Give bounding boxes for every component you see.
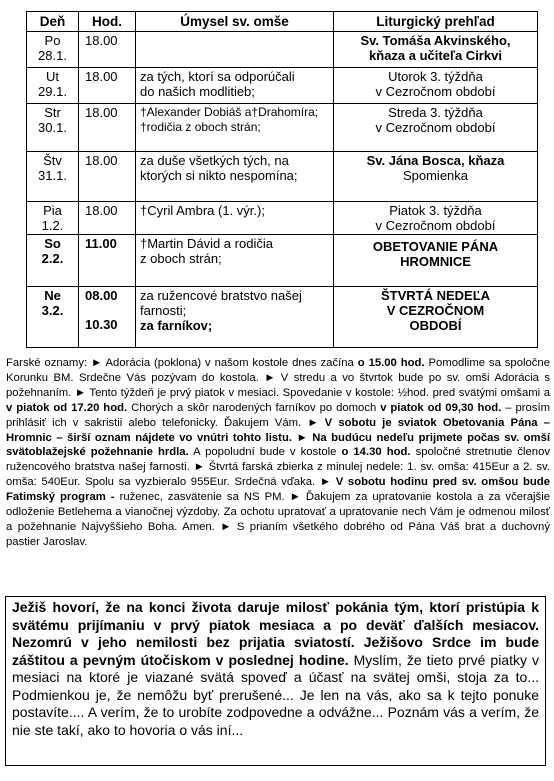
intention-line: †Alexander Dobiáš a†Drahomíra; — [140, 105, 319, 119]
hour-cell — [79, 32, 136, 68]
intention-line: farnosti; — [140, 303, 187, 318]
hour-cell — [79, 287, 136, 348]
announcement-bold-text: v piatok od 09,30 hod. — [380, 401, 502, 414]
day-cell — [27, 68, 79, 104]
hour-cell — [79, 202, 136, 235]
day-date: 2.2. — [41, 251, 64, 266]
hour-cell — [79, 235, 136, 287]
intention-line: †rodičia z oboch strán; — [140, 120, 261, 134]
liturgy-line: Sv. Jána Bosca, kňaza — [366, 153, 505, 168]
day-cell — [27, 235, 79, 287]
day-name: Str — [44, 105, 61, 120]
announcement-text: Pomodlime sa spoločne Korunku BM. Srdečne Vás pozývam do kostola. ► V stredu a vo štvrtok bude po sv. omši Adorácia s požehnaním. ► Tento týždeň je prvý piatok v mesiaci. Spovedanie v kostole: ½hod. pred svätými omšami a — [6, 357, 550, 399]
table-row — [27, 202, 538, 235]
liturgy-line: V CEZROČNOM — [386, 303, 485, 318]
mass-time: 18.00 — [85, 153, 118, 168]
table-row — [27, 68, 538, 104]
intention-cell — [136, 235, 334, 287]
liturgy-cell — [334, 152, 538, 202]
mass-time: 18.00 — [85, 105, 118, 120]
liturgy-line: Piatok 3. týždňa — [389, 203, 482, 218]
hour-cell — [79, 104, 136, 152]
callout-lead-text: Ježiš hovorí, že na konci života daruje milosť pokánia tým, ktorí pristúpia k svätému prijímaniu v prvý piatok mesiaca a po deväť ďalších mesiacov. Nezomrú v jeho nemilosti bez prijatia sviatostí. Ježišovo Srdce im bude záštitou a pevným útočiskom v poslednej hodine. — [12, 599, 539, 668]
announcement-bold-text: V sobotu hodinu pred sv. omšou bude Fatimský program - — [6, 476, 550, 504]
day-name: Pia — [43, 203, 62, 218]
intention-line: z oboch strán; — [140, 251, 222, 266]
first-friday-callout — [5, 596, 546, 766]
mass-time: 10.30 — [85, 317, 118, 332]
intention-line: ktorých si nikto nespomína; — [140, 168, 298, 183]
announcement-text: A popoludní bude v kostole — [188, 446, 342, 459]
intention-cell — [136, 287, 334, 348]
liturgy-line: kňaza a učiteľa Cirkvi — [369, 48, 502, 63]
day-date: 30.1. — [38, 120, 67, 135]
announcement-bold-text: o 15.00 hod. — [357, 357, 425, 369]
liturgy-line: v Cezročnom období — [375, 218, 496, 233]
announcement-bold-text: v piatok od 17.20 hod. — [6, 401, 128, 414]
liturgy-cell — [334, 287, 538, 348]
intention-line: †Cyril Ambra (1. výr.); — [140, 203, 265, 218]
callout-body-text: Myslím, že tieto prvé piatky v mesiaci na ktoré je viazané svätá spoveď a účasť na svätej omši, stoja za to... Podmienkou je, že nemôžu byť prerušené... Je len na vás, ako sa k tejto ponuke postavíte.... A verím, že to urobíte zodpovedne a odvážne... Poznám vás a verím, že nie ste takí, ako to hovoria o vás iní... — [12, 651, 540, 738]
mass-time: 18.00 — [85, 203, 118, 218]
liturgy-line: v Cezročnom období — [375, 120, 496, 135]
liturgy-cell — [334, 235, 538, 287]
mass-time: 11.00 — [85, 236, 117, 251]
mass-time: 08.00 — [85, 288, 118, 303]
table-row — [27, 287, 538, 348]
mass-time: 18.00 — [85, 33, 118, 48]
liturgy-cell — [334, 104, 538, 152]
announcement-text: – prosím prihlásiť ich v sakristii alebo telefonicky. Ďakujem Vám. ► — [6, 401, 550, 429]
announcement-text: ruženec, zasvätenie sa NS PM. ► Ďakujem za upratovanie kostola a za včerajšie odloženie Betlehema a vianočnej výzdoby. Za ochotu upratovať a upratovanie nech Vám je odmenou milosť a požehnanie Najvyššieho Boha. Amen. ► S prianím všetkého dobrého od Pána Váš brat a duchovný pastier Jaroslav. — [6, 491, 551, 548]
intention-line: za tých, ktorí sa odporúčali — [140, 69, 295, 84]
day-name: So — [44, 236, 61, 251]
liturgy-line: OBDOBÍ — [409, 318, 462, 333]
intention-cell — [136, 104, 334, 152]
intention-cell — [136, 32, 334, 68]
table-row — [27, 104, 538, 152]
announcement-text: Chorých a skôr narodených farníkov po domoch — [127, 401, 381, 414]
day-cell — [27, 104, 79, 152]
liturgy-line: Streda 3. týždňa — [388, 105, 483, 120]
day-date: 29.1. — [38, 84, 67, 99]
day-date: 31.1. — [38, 168, 67, 183]
header-intention: Úmysel sv. omše — [136, 12, 334, 32]
day-cell — [27, 202, 79, 235]
day-cell — [27, 152, 79, 202]
liturgy-line: Spomienka — [402, 168, 469, 183]
hour-cell — [79, 152, 136, 202]
table-row — [27, 235, 538, 287]
day-name: Ut — [46, 69, 59, 84]
announcement-text: spoločné stretnutie členov ružencového bratstva našej farnosti. ► Štvrtá farská zbierka z minulej nedele: 1. sv. omša: 415Eur a 2. sv. omša: 540Eur. Spolu sa vyzbieralo 955Eur. Srdečná vďaka. ► — [6, 446, 550, 489]
announcement-bold-text: o 14.30 hod. — [341, 446, 411, 459]
intention-line: †Martin Dávid a rodičia — [140, 236, 273, 251]
day-name: Štv — [43, 153, 62, 168]
table-row — [27, 152, 538, 202]
mass-time: 18.00 — [85, 69, 118, 84]
liturgy-line: ŠTVRTÁ NEDEĽA — [380, 288, 491, 303]
announcement-text: Farské oznamy: ► Adorácia (poklona) v našom kostole dnes začína — [6, 357, 358, 369]
liturgy-line: Sv. Tomáša Akvinského, — [360, 33, 511, 48]
header-hour: Hod. — [79, 12, 136, 32]
liturgy-line: HROMNICE — [400, 254, 471, 269]
intention-cell — [136, 152, 334, 202]
announcement-bold-text: V sobotu je sviatok Obetovania Pána – Hromnic – širší oznam nájdete vo vnútri tohto listu. ► Na budúcu nedeľu prijmete počas sv. omší svätoblažejské požehnanie hrdla. — [6, 416, 550, 459]
intention-line: za duše všetkých tých, na — [140, 153, 289, 168]
liturgy-cell — [334, 68, 538, 104]
header-liturgy: Liturgický prehľad — [334, 12, 538, 32]
intention-cell — [136, 68, 334, 104]
day-date: 28.1. — [38, 48, 67, 63]
hour-cell — [79, 68, 136, 104]
intention-cell — [136, 202, 334, 235]
liturgy-cell — [334, 32, 538, 68]
liturgy-line: v Cezročnom období — [375, 84, 496, 99]
header-day: Deň — [27, 12, 79, 32]
intention-line: za farníkov; — [140, 318, 213, 333]
table-row — [27, 32, 538, 68]
liturgy-cell — [334, 202, 538, 235]
day-cell — [27, 32, 79, 68]
mass-schedule-table — [26, 11, 538, 348]
day-name: Po — [44, 33, 61, 48]
table-header-row — [27, 12, 538, 32]
liturgy-line: Utorok 3. týždňa — [388, 69, 483, 84]
day-cell — [27, 287, 79, 348]
intention-line: za ružencové bratstvo našej — [140, 288, 302, 303]
day-name: Ne — [44, 288, 61, 303]
intention-line: do našich modlitieb; — [140, 84, 255, 99]
parish-announcements — [6, 356, 550, 550]
day-date: 1.2. — [41, 218, 64, 233]
day-date: 3.2. — [41, 303, 64, 318]
liturgy-line: OBETOVANIE PÁNA — [372, 239, 499, 254]
